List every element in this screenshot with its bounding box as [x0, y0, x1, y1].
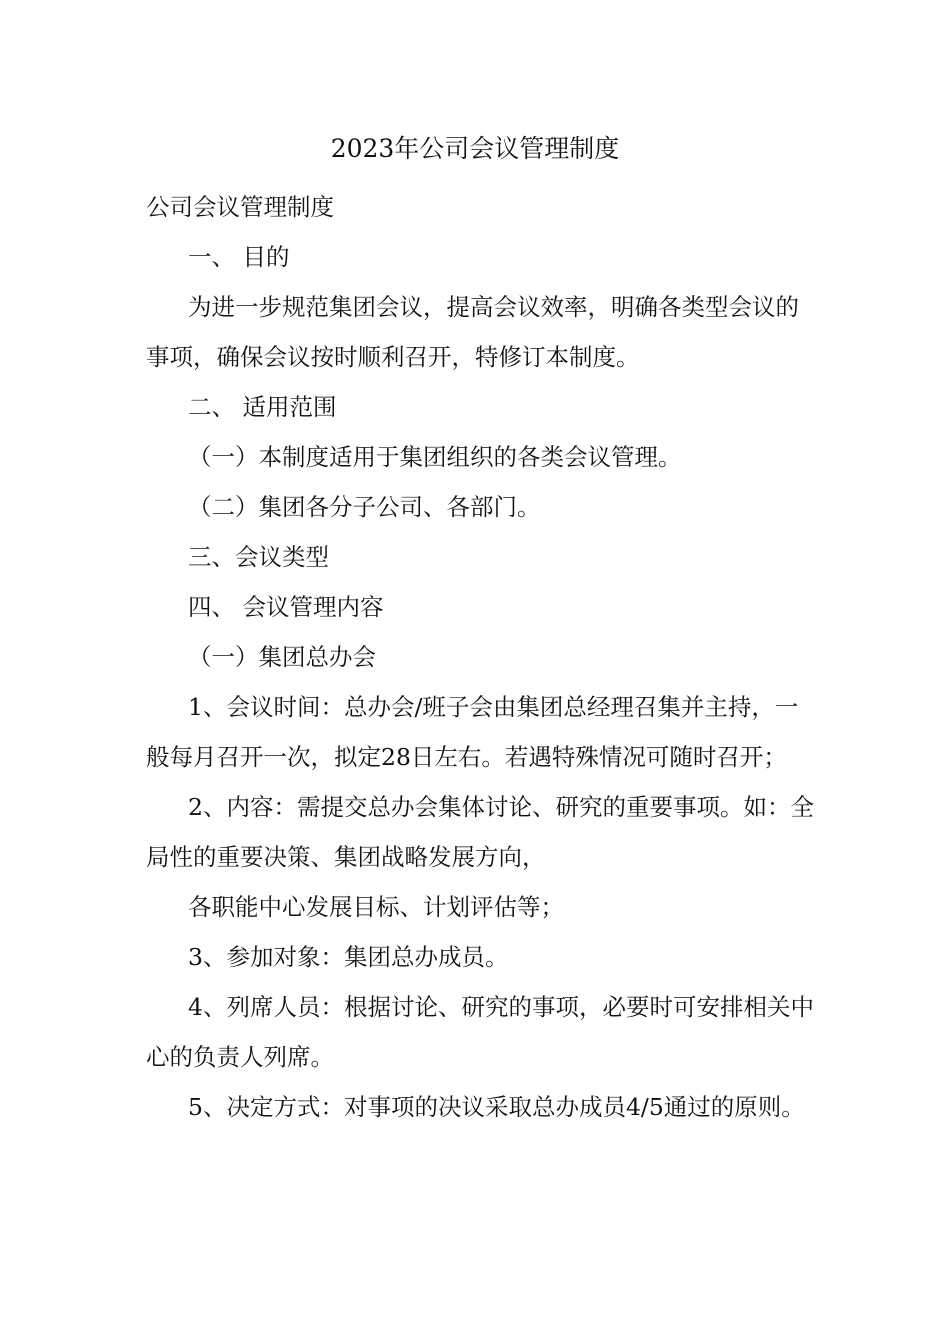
- section-heading-purpose: 一、 目的: [188, 243, 290, 271]
- paragraph: 2、内容：需提交总办会集体讨论、研究的重要事项。如：全局性的重要决策、集团战略发展方向，: [146, 793, 814, 871]
- document-title: 2023年公司会议管理制度: [330, 134, 620, 163]
- paragraph: 各职能中心发展目标、计划评估等；: [188, 893, 564, 921]
- document-body: [146, 182, 818, 1132]
- paragraph: 1、会议时间：总办会/班子会由集团总经理召集并主持，一般每月召开一次，拟定28日左右。若遇特殊情况可随时召开；: [146, 693, 799, 771]
- paragraph: 为进一步规范集团会议，提高会议效率，明确各类型会议的事项，确保会议按时顺利召开，特修订本制度。: [146, 293, 799, 371]
- paragraph: 5、决定方式：对事项的决议采取总办成员4/5通过的原则。: [188, 1093, 805, 1121]
- section-heading: 公司会议管理制度: [146, 193, 334, 221]
- list-item: （二）集团各分子公司、各部门。: [188, 493, 541, 521]
- section-heading-meeting-management: 四、 会议管理内容: [188, 593, 384, 621]
- paragraph: 4、列席人员：根据讨论、研究的事项，必要时可安排相关中心的负责人列席。: [146, 993, 814, 1071]
- list-item: （一）本制度适用于集团组织的各类会议管理。: [188, 443, 682, 471]
- section-heading-meeting-types: 三、会议类型: [188, 543, 329, 571]
- section-heading-scope: 二、 适用范围: [188, 393, 337, 421]
- subsection-heading: （一）集团总办会: [188, 643, 376, 671]
- paragraph: 3、参加对象：集团总办成员。: [188, 943, 509, 971]
